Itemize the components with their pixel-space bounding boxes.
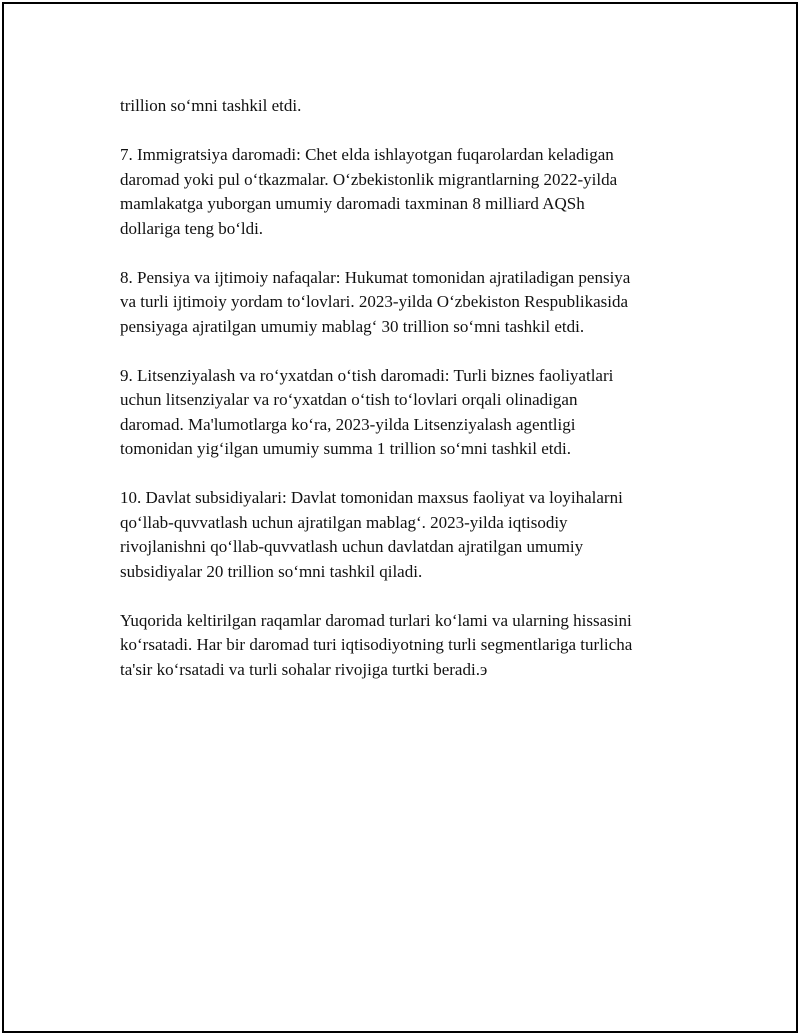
text-line: tomonidan yig‘ilgan umumiy summa 1 trillion so‘mni tashkil etdi. <box>120 439 571 458</box>
text-line: 10. Davlat subsidiyalari: Davlat tomonidan maxsus faoliyat va loyihalarni <box>120 488 623 507</box>
paragraph-continuation <box>120 94 700 119</box>
text-line: mamlakatga yuborgan umumiy daromadi taxminan 8 milliard AQSh <box>120 194 585 213</box>
paragraph-immigration-income <box>120 143 700 241</box>
text-line: dollariga teng bo‘ldi. <box>120 218 264 238</box>
text-line: va turli ijtimoiy yordam to‘lovlari. 2023-yilda O‘zbekiston Respublikasida <box>120 292 629 311</box>
paragraph-pensions <box>120 266 700 340</box>
paragraph-licensing <box>120 364 700 462</box>
text-line: rivojlanishni qo‘llab-quvvatlash uchun davlatdan ajratilgan umumiy <box>120 537 584 556</box>
text-line: daromad yoki pul o‘tkazmalar. O‘zbekistonlik migrantlarning 2022-yilda <box>120 169 618 189</box>
text-line: subsidiyalar 20 trillion so‘mni tashkil qiladi. <box>120 561 423 581</box>
document-body <box>120 94 700 707</box>
text-line: trillion so‘mni tashkil etdi. <box>120 96 302 115</box>
text-line: qo‘llab-quvvatlash uchun ajratilgan mablag‘. 2023-yilda iqtisodiy <box>120 512 568 532</box>
paragraph-subsidies <box>120 486 700 584</box>
text-line: 7. Immigratsiya daromadi: Chet elda ishlayotgan fuqarolardan keladigan <box>120 145 614 164</box>
text-line: ta'sir ko‘rsatadi va turli sohalar rivojiga turtki beradi.э <box>120 659 488 679</box>
page-frame <box>2 2 798 1033</box>
text-line: ko‘rsatadi. Har bir daromad turi iqtisodiyotning turli segmentlariga turlicha <box>120 635 633 654</box>
text-line: 9. Litsenziyalash va ro‘yxatdan o‘tish daromadi: Turli biznes faoliyatlari <box>120 365 614 385</box>
paragraph-conclusion <box>120 609 700 683</box>
text-line: pensiyaga ajratilgan umumiy mablag‘ 30 trillion so‘mni tashkil etdi. <box>120 316 585 336</box>
text-line: uchun litsenziyalar va ro‘yxatdan o‘tish to‘lovlari orqali olinadigan <box>120 390 578 409</box>
text-line: 8. Pensiya va ijtimoiy nafaqalar: Hukumat tomonidan ajratiladigan pensiya <box>120 267 631 287</box>
text-line: Yuqorida keltirilgan raqamlar daromad turlari ko‘lami va ularning hissasini <box>120 610 632 630</box>
text-line: daromad. Ma'lumotlarga ko‘ra, 2023-yilda Litsenziyalash agentligi <box>120 414 576 434</box>
